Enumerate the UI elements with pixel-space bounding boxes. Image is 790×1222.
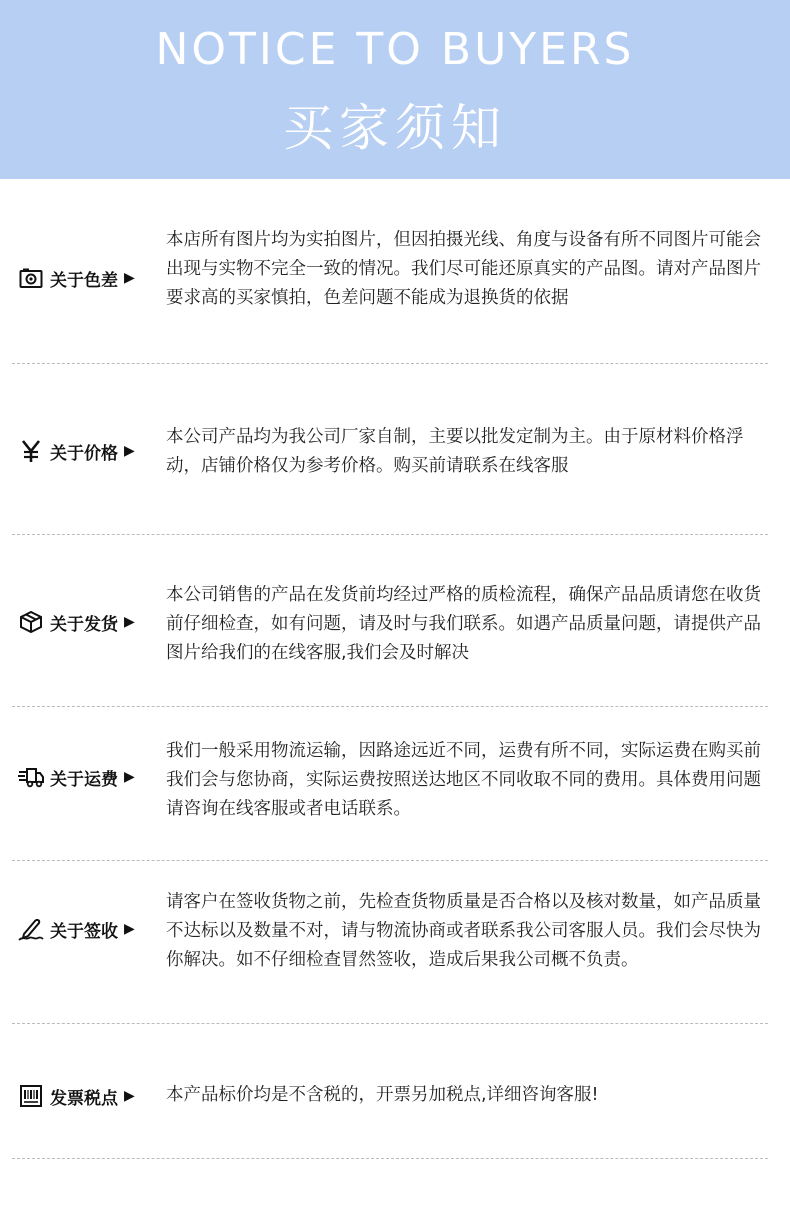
page-title-en: NOTICE TO BUYERS xyxy=(155,24,635,75)
divider xyxy=(12,1158,768,1159)
invoice-barcode-icon xyxy=(18,1083,44,1109)
camera-icon xyxy=(18,265,44,291)
page-title-zh: 买家须知 xyxy=(283,99,507,157)
section-label-text: 关于发货 xyxy=(50,614,118,635)
signature-pen-icon xyxy=(18,916,44,942)
arrow-right-icon: ▶ xyxy=(124,443,135,459)
divider xyxy=(12,534,768,535)
divider xyxy=(12,860,768,861)
section-label-receipt xyxy=(18,915,135,943)
section-text-freight: 我们一般采用物流运输，因路途远近不同，运费有所不同，实际运费在购买前我们会与您协商，实际运费按照送达地区不同收取不同的费用。具体费用问题请咨询在线客服或者电话联系。 xyxy=(166,741,761,819)
section-label-invoice xyxy=(18,1082,135,1110)
yen-icon xyxy=(18,438,44,464)
section-label-color xyxy=(18,264,135,292)
section-label-text: 关于签收 xyxy=(50,921,118,942)
section-text-receipt: 请客户在签收货物之前，先检查货物质量是否合格以及核对数量，如产品质量不达标以及数量不对，请与物流协商或者联系我公司客服人员。我们会尽快为你解决。如不仔细检查冒然签收，造成后果我公司概不负责。 xyxy=(166,892,761,970)
box-icon xyxy=(18,609,44,635)
arrow-right-icon: ▶ xyxy=(124,614,135,630)
section-label-text: 关于运费 xyxy=(50,769,118,790)
section-label-price xyxy=(18,437,135,465)
section-label-freight xyxy=(18,763,135,791)
delivery-truck-icon xyxy=(18,764,44,790)
arrow-right-icon: ▶ xyxy=(124,921,135,937)
arrow-right-icon: ▶ xyxy=(124,270,135,286)
section-label-text: 关于色差 xyxy=(50,270,118,291)
section-label-text: 关于价格 xyxy=(50,443,118,464)
divider xyxy=(12,1023,768,1024)
section-label-shipping xyxy=(18,608,135,636)
arrow-right-icon: ▶ xyxy=(124,769,135,785)
divider xyxy=(12,706,768,707)
section-text-price: 本公司产品均为我公司厂家自制，主要以批发定制为主。由于原材料价格浮动，店铺价格仅为参考价格。购买前请联系在线客服 xyxy=(166,427,744,476)
divider xyxy=(12,363,768,364)
section-text-color: 本店所有图片均为实拍图片，但因拍摄光线、角度与设备有所不同图片可能会出现与实物不完全一致的情况。我们尽可能还原真实的产品图。请对产品图片要求高的买家慎拍，色差问题不能成为退换货的依据 xyxy=(166,230,761,308)
section-text-invoice: 本产品标价均是不含税的，开票另加税点,详细咨询客服! xyxy=(166,1085,599,1105)
section-text-shipping: 本公司销售的产品在发货前均经过严格的质检流程，确保产品品质请您在收货前仔细检查，如有问题，请及时与我们联系。如遇产品质量问题，请提供产品图片给我们的在线客服,我们会及时解决 xyxy=(166,585,761,663)
header-banner xyxy=(0,0,790,179)
arrow-right-icon: ▶ xyxy=(124,1088,135,1104)
section-label-text: 发票税点 xyxy=(50,1088,118,1109)
